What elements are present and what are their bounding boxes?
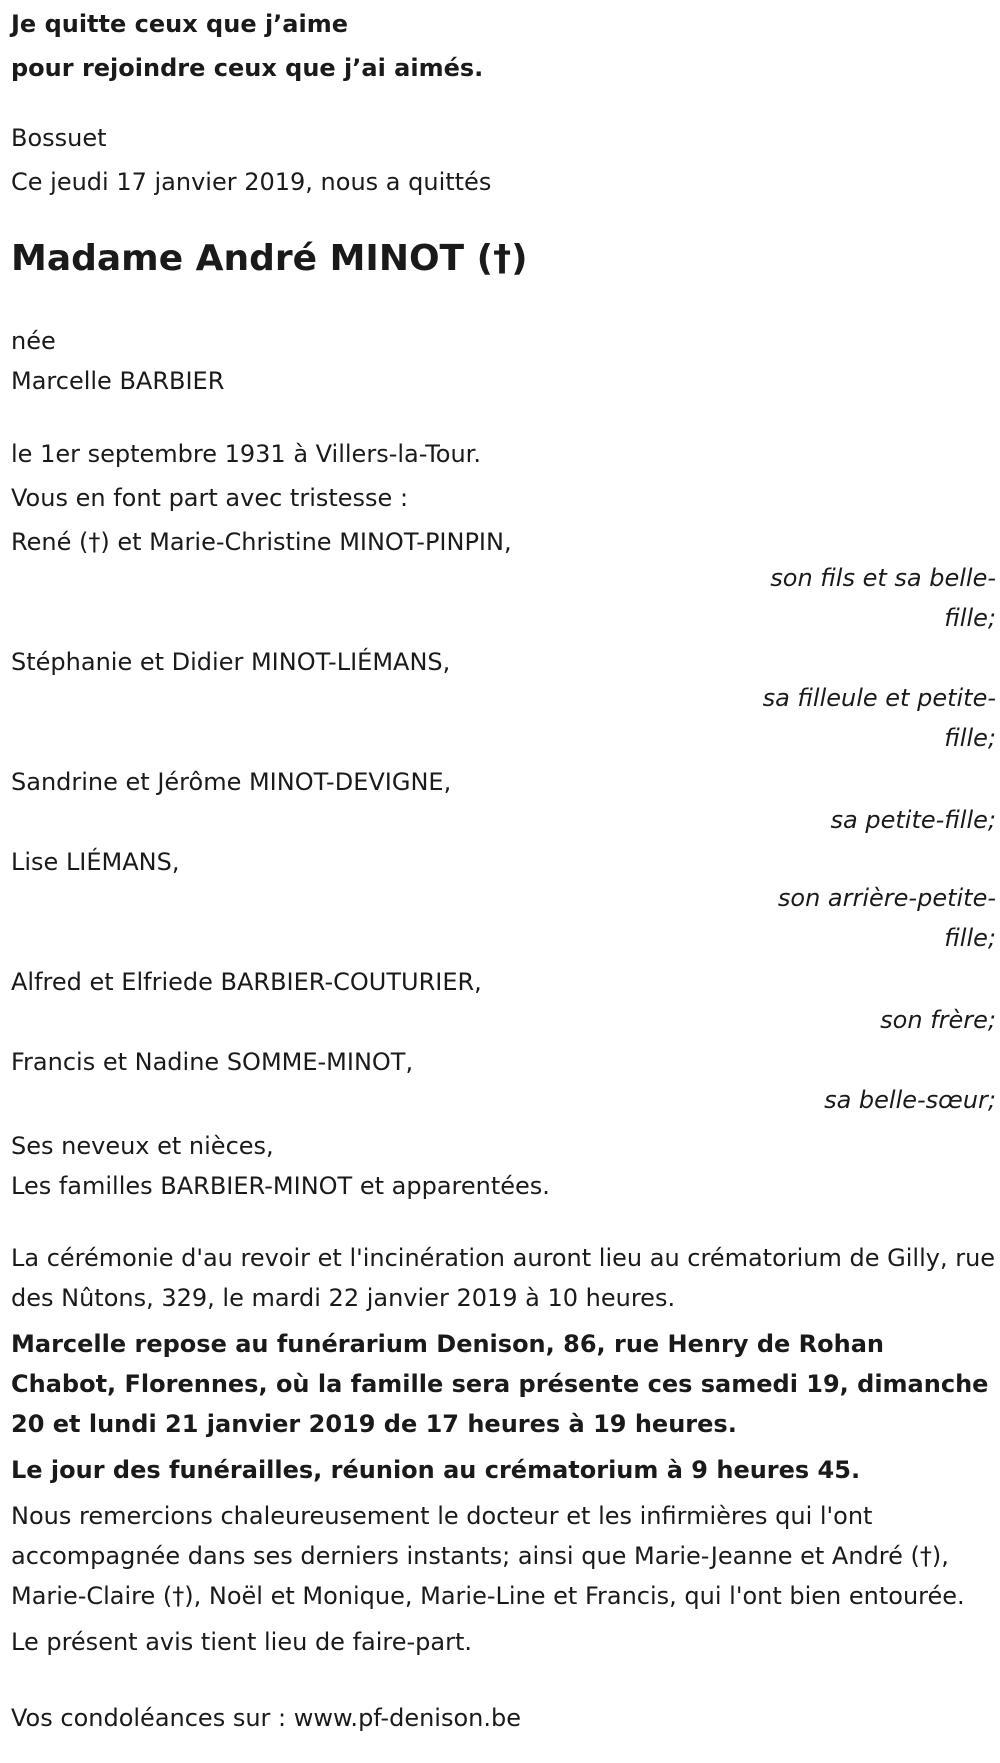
announcement-intro: Vous en font part avec tristesse : [11, 484, 409, 512]
family-member-name: Francis et Nadine SOMME-MINOT, [11, 1048, 414, 1076]
family-member-name: Stéphanie et Didier MINOT-LIÉMANS, [11, 648, 451, 676]
nephews-nieces: Ses neveux et nièces, [11, 1132, 274, 1160]
place-of-death: Bossuet [11, 124, 107, 152]
family-entry [11, 760, 996, 840]
family-relation: son frère; [880, 1006, 996, 1034]
nee-label: née [11, 327, 56, 355]
obituary-notice [11, 0, 996, 1738]
family-relation: sa petite-fille; [830, 806, 996, 834]
family-entry [11, 1040, 996, 1120]
family-member-name: Alfred et Elfriede BARBIER-COUTURIER, [11, 968, 482, 996]
visitation-paragraph: Marcelle repose au funérarium Denison, 86, rue Henry de Rohan Chabot, Florennes, où la famille sera présente ces samedi 19, dimanche 20 et lundi 21 janvier 2019 de 17 heures à 19 heures. [11, 1330, 989, 1438]
birth-line: le 1er septembre 1931 à Villers-la-Tour. [11, 440, 481, 468]
condolences-line: Vos condoléances sur : www.pf-denison.be [11, 1704, 521, 1732]
family-list [11, 520, 996, 1120]
related-families: Les familles BARBIER-MINOT et apparentées. [11, 1172, 550, 1200]
extended-family [11, 1126, 996, 1206]
family-entry [11, 840, 996, 958]
family-relation: son arrière-petite-fille; [777, 884, 996, 952]
thanks-paragraph: Nous remercions chaleureusement le docteur et les infirmières qui l'ont accompagnée dans ses derniers instants; ainsi que Marie-Jeanne et André (†), Marie-Claire (†), Noël et Monique, Marie-Line et Francis, qui l'ont bien entourée. [11, 1502, 965, 1610]
family-relation: sa belle-sœur; [824, 1086, 996, 1114]
death-date-line: Ce jeudi 17 janvier 2019, nous a quittés [11, 168, 492, 196]
notice-paragraph: Le présent avis tient lieu de faire-part. [11, 1628, 473, 1656]
family-member-name: Sandrine et Jérôme MINOT-DEVIGNE, [11, 768, 452, 796]
family-relation: son fils et sa belle-fille; [770, 564, 996, 632]
family-entry [11, 520, 996, 638]
family-relation: sa filleule et petite-fille; [762, 684, 996, 752]
motto-line-1: Je quitte ceux que j’aime [11, 10, 349, 38]
maiden-name-block [11, 321, 996, 401]
motto-line-2: pour rejoindre ceux que j’ai aimés. [11, 54, 484, 82]
deceased-name-title: Madame André MINOT (†) [11, 238, 528, 279]
meeting-paragraph: Le jour des funérailles, réunion au crématorium à 9 heures 45. [11, 1456, 861, 1484]
family-entry [11, 960, 996, 1040]
family-entry [11, 640, 996, 758]
ceremony-paragraph: La cérémonie d'au revoir et l'incinération auront lieu au crématorium de Gilly, rue des Nûtons, 329, le mardi 22 janvier 2019 à 10 heures. [11, 1244, 996, 1312]
family-member-name: René (†) et Marie-Christine MINOT-PINPIN, [11, 528, 512, 556]
maiden-name: Marcelle BARBIER [11, 367, 225, 395]
family-member-name: Lise LIÉMANS, [11, 848, 180, 876]
